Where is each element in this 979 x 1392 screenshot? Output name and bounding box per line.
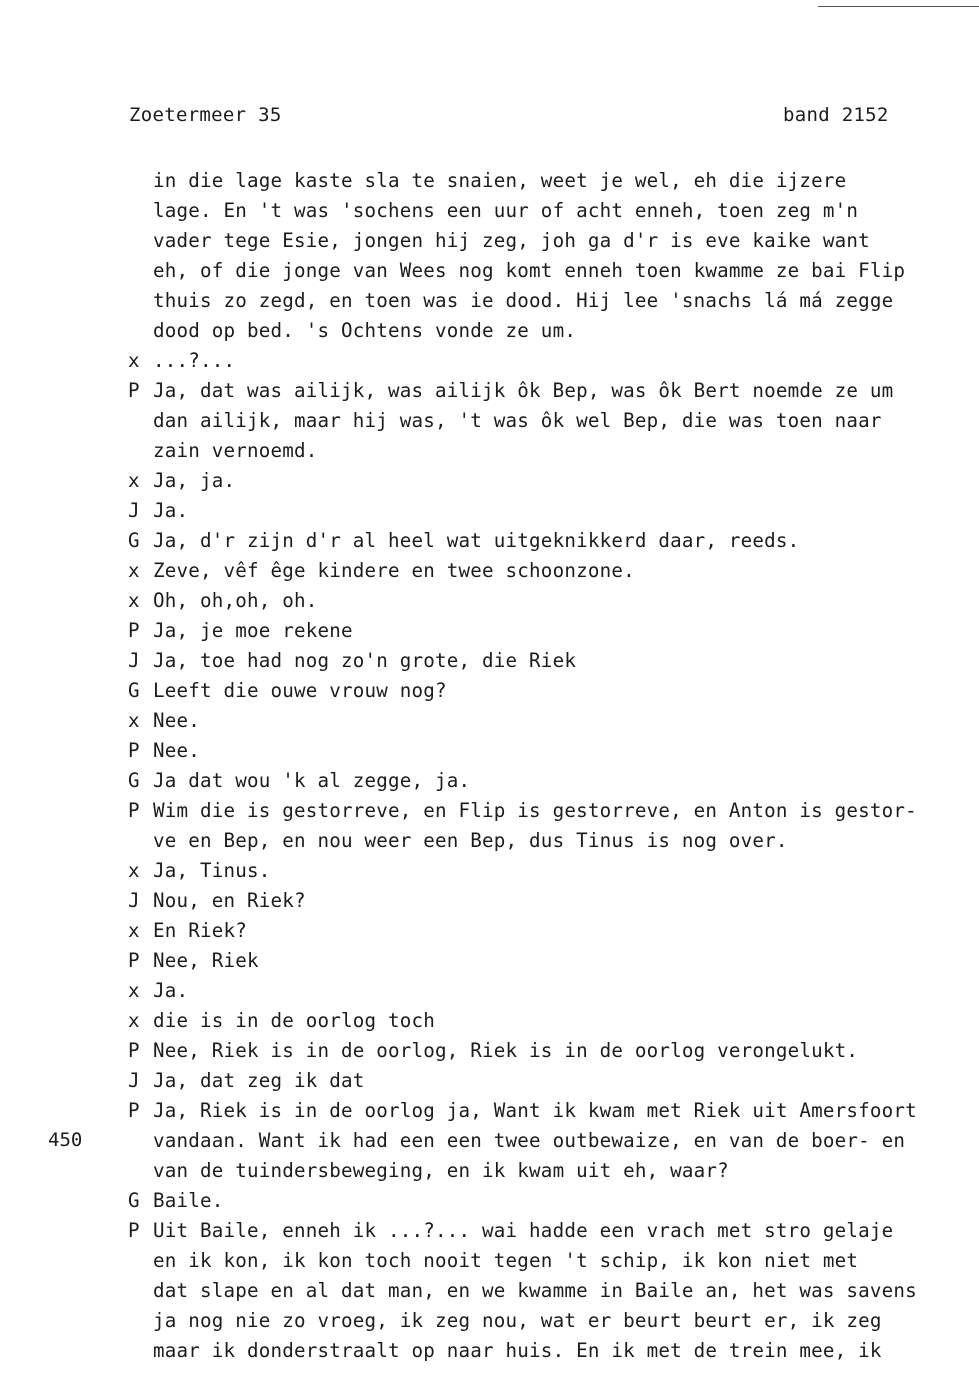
line-text: en ik kon, ik kon toch nooit tegen 't schip, ik kon niet met xyxy=(153,1249,859,1272)
line-text: ja nog nie zo vroeg, ik zeg nou, wat er beurt beurt er, ik zeg xyxy=(153,1309,882,1332)
transcript-line xyxy=(0,1216,979,1246)
transcript-line xyxy=(0,166,979,196)
transcript-line xyxy=(0,916,979,946)
transcript-line xyxy=(0,466,979,496)
line-text: ve en Bep, en nou weer een Bep, dus Tinus is nog over. xyxy=(153,829,788,852)
transcript-line xyxy=(0,436,979,466)
transcript-line xyxy=(0,1186,979,1216)
speaker-label: P xyxy=(128,619,140,642)
speaker-label: x xyxy=(128,349,140,372)
transcript-line xyxy=(0,196,979,226)
line-text: Nee. xyxy=(153,739,201,762)
line-text: Ja, toe had nog zo'n grote, die Riek xyxy=(153,649,577,672)
line-text: Leeft die ouwe vrouw nog? xyxy=(153,679,447,702)
transcript-line xyxy=(0,946,979,976)
line-text: eh, of die jonge van Wees nog komt enneh toen kwamme ze bai Flip xyxy=(153,259,906,282)
line-text: die is in de oorlog toch xyxy=(153,1009,436,1032)
transcript-line xyxy=(0,766,979,796)
transcript-line xyxy=(0,646,979,676)
transcript-line xyxy=(0,826,979,856)
line-text: Ja, je moe rekene xyxy=(153,619,353,642)
line-text: Ja dat wou 'k al zegge, ja. xyxy=(153,769,471,792)
line-text: dan ailijk, maar hij was, 't was ôk wel Bep, die was toen naar xyxy=(153,409,882,432)
line-text: zain vernoemd. xyxy=(153,439,318,462)
line-text: van de tuindersbeweging, en ik kwam uit eh, waar? xyxy=(153,1159,729,1182)
speaker-label: x xyxy=(128,1009,140,1032)
line-text: Uit Baile, enneh ik ...?... wai hadde een vrach met stro gelaje xyxy=(153,1219,894,1242)
speaker-label: P xyxy=(128,739,140,762)
header-tape-number: band 2152 xyxy=(783,104,889,126)
transcript-line xyxy=(0,736,979,766)
line-text: ...?... xyxy=(153,349,236,372)
transcript-line xyxy=(0,1156,979,1186)
transcript-line xyxy=(0,1246,979,1276)
line-text: Nee, Riek xyxy=(153,949,259,972)
transcript-line xyxy=(0,286,979,316)
speaker-label: J xyxy=(128,889,140,912)
line-text: Baile. xyxy=(153,1189,224,1212)
speaker-label: x xyxy=(128,589,140,612)
speaker-label: x xyxy=(128,559,140,582)
line-text: dat slape en al dat man, en we kwamme in Baile an, het was savens xyxy=(153,1279,917,1302)
transcript-line xyxy=(0,1336,979,1366)
speaker-label: J xyxy=(128,649,140,672)
line-text: Wim die is gestorreve, en Flip is gestorreve, en Anton is gestor- xyxy=(153,799,917,822)
line-text: in die lage kaste sla te snaien, weet je wel, eh die ijzere xyxy=(153,169,847,192)
transcript-line xyxy=(0,1126,979,1156)
line-text: Nee, Riek is in de oorlog, Riek is in de oorlog verongelukt. xyxy=(153,1039,859,1062)
line-text: Oh, oh,oh, oh. xyxy=(153,589,318,612)
line-text: dood op bed. 's Ochtens vonde ze um. xyxy=(153,319,577,342)
speaker-label: P xyxy=(128,379,140,402)
line-text: Ja, dat was ailijk, was ailijk ôk Bep, was ôk Bert noemde ze um xyxy=(153,379,894,402)
speaker-label: P xyxy=(128,1039,140,1062)
transcript-line xyxy=(0,706,979,736)
speaker-label: G xyxy=(128,1189,140,1212)
line-text: thuis zo zegd, en toen was ie dood. Hij lee 'snachs lá má zegge xyxy=(153,289,894,312)
transcript-line xyxy=(0,376,979,406)
transcript-line xyxy=(0,586,979,616)
top-rule xyxy=(818,6,979,7)
transcript-line xyxy=(0,886,979,916)
speaker-label: P xyxy=(128,1099,140,1122)
line-text: Ja, Riek is in de oorlog ja, Want ik kwam met Riek uit Amersfoort xyxy=(153,1099,917,1122)
transcript-line xyxy=(0,346,979,376)
transcript-line xyxy=(0,616,979,646)
speaker-label: P xyxy=(128,799,140,822)
speaker-label: x xyxy=(128,979,140,1002)
transcript-line xyxy=(0,526,979,556)
transcript-line xyxy=(0,856,979,886)
line-text: Nee. xyxy=(153,709,201,732)
line-text: lage. En 't was 'sochens een uur of acht enneh, toen zeg m'n xyxy=(153,199,859,222)
transcript-line xyxy=(0,496,979,526)
line-text: Ja, dat zeg ik dat xyxy=(153,1069,365,1092)
line-text: vader tege Esie, jongen hij zeg, joh ga d'r is eve kaike want xyxy=(153,229,870,252)
speaker-label: P xyxy=(128,949,140,972)
transcript xyxy=(0,166,979,1366)
speaker-label: G xyxy=(128,679,140,702)
line-text: Ja, ja. xyxy=(153,469,236,492)
speaker-label: x xyxy=(128,919,140,942)
transcript-line xyxy=(0,1066,979,1096)
transcript-line xyxy=(0,256,979,286)
transcript-line xyxy=(0,1306,979,1336)
transcript-line xyxy=(0,406,979,436)
transcript-line xyxy=(0,1036,979,1066)
line-text: maar ik donderstraalt op naar huis. En ik met de trein mee, ik xyxy=(153,1339,882,1362)
line-text: vandaan. Want ik had een een twee outbewaize, en van de boer- en xyxy=(153,1129,906,1152)
speaker-label: x xyxy=(128,859,140,882)
line-text: Ja. xyxy=(153,979,189,1002)
transcript-line xyxy=(0,1276,979,1306)
transcript-line xyxy=(0,976,979,1006)
speaker-label: P xyxy=(128,1219,140,1242)
transcript-line xyxy=(0,226,979,256)
header-location: Zoetermeer 35 xyxy=(129,104,282,126)
line-text: Ja, d'r zijn d'r al heel wat uitgeknikkerd daar, reeds. xyxy=(153,529,800,552)
line-text: Nou, en Riek? xyxy=(153,889,306,912)
line-text: Ja. xyxy=(153,499,189,522)
speaker-label: G xyxy=(128,529,140,552)
transcript-line xyxy=(0,556,979,586)
speaker-label: x xyxy=(128,469,140,492)
speaker-label: x xyxy=(128,709,140,732)
line-text: Zeve, vêf êge kindere en twee schoonzone. xyxy=(153,559,635,582)
transcript-line xyxy=(0,1096,979,1126)
transcript-line xyxy=(0,796,979,826)
speaker-label: J xyxy=(128,1069,140,1092)
transcript-line xyxy=(0,1006,979,1036)
speaker-label: J xyxy=(128,499,140,522)
line-text: Ja, Tinus. xyxy=(153,859,271,882)
line-text: En Riek? xyxy=(153,919,248,942)
margin-line-number: 450 xyxy=(48,1129,83,1151)
transcript-line xyxy=(0,676,979,706)
transcript-line xyxy=(0,316,979,346)
speaker-label: G xyxy=(128,769,140,792)
